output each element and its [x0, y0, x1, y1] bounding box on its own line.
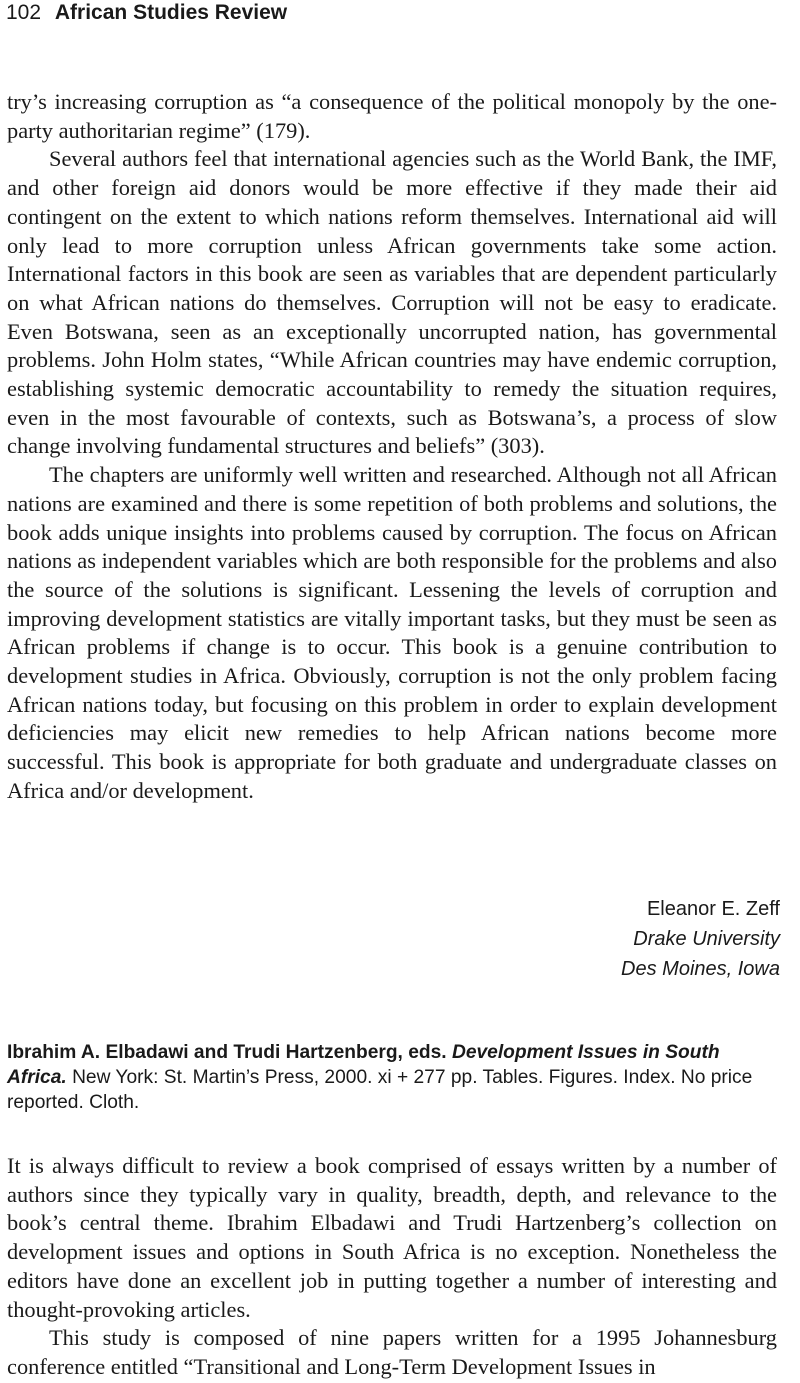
running-head: [6, 0, 287, 26]
page-number: 102: [6, 1, 42, 24]
review-paragraph-2: Several authors feel that international agencies such as the World Bank, the IMF, and other foreign aid donors would be more effective if they made their aid contingent on the extent to which nations reform themselves. International aid will only lead to more corruption unless African governments take some action. International factors in this book are seen as variables that are dependent particularly on what African nations do themselves. Corruption will not be easy to eradicate. Even Botswana, seen as an exceptionally uncorrupted nation, has governmental problems. John Holm states, “While African countries may have endemic corruption, establishing systemic democratic accountability to remedy the situation requires, even in the most favourable of contexts, such as Botswana’s, a process of slow change involving fundamental structures and beliefs” (303).: [7, 146, 777, 459]
review-body: [7, 88, 777, 806]
reviewer-location: Des Moines, Iowa: [621, 958, 780, 980]
book-authors: Ibrahim A. Elbadawi and Trudi Hartzenberg, eds.: [7, 1042, 447, 1063]
review2-paragraph-2: This study is composed of nine papers written for a 1995 Johannesburg conference entitled “Transitional and Long-Term Development Issues in: [7, 1325, 777, 1379]
review-paragraph-3: The chapters are uniformly well written and researched. Although not all African nations are examined and there is some repetition of both problems and solutions, the book adds unique insights into problems caused by corruption. The focus on African nations as independent variables which are both responsible for the problems and also the source of the solutions is significant. Lessening the levels of corruption and improving development statistics are vitally important tasks, but they must be seen as African problems if change is to occur. This book is a genuine contribution to development studies in Africa. Obviously, corruption is not the only problem facing African nations today, but focusing on this problem in order to explain development deficiencies may elicit new remedies to help African nations become more successful. This book is appropriate for both graduate and undergraduate classes on Africa and/or development.: [7, 462, 777, 803]
review2-body: [7, 1152, 777, 1382]
review2-paragraph-1: It is always difficult to review a book comprised of essays written by a number of authors since they typically vary in quality, breadth, depth, and relevance to the book’s central theme. Ibrahim Elbadawi and Trudi Hartzenberg’s collection on development issues and options in South Africa is no exception. Nonetheless the editors have done an excellent job in putting together a number of interesting and thought-provoking articles.: [7, 1153, 777, 1322]
review-paragraph-1: try’s increasing corruption as “a consequence of the political monopoly by the one-party authoritarian regime” (179).: [7, 89, 777, 143]
book-title: Development Issues in South Africa.: [7, 1042, 720, 1088]
reviewer-institution: Drake University: [633, 928, 780, 950]
reviewer-name: Eleanor E. Zeff: [646, 898, 780, 920]
journal-title: African Studies Review: [54, 1, 288, 24]
book-details: New York: St. Martin’s Press, 2000. xi + 277 pp. Tables. Figures. Index. No price reported. Cloth.: [7, 1067, 753, 1113]
reviewer-signature: [621, 894, 780, 984]
book-citation: [7, 1040, 782, 1115]
